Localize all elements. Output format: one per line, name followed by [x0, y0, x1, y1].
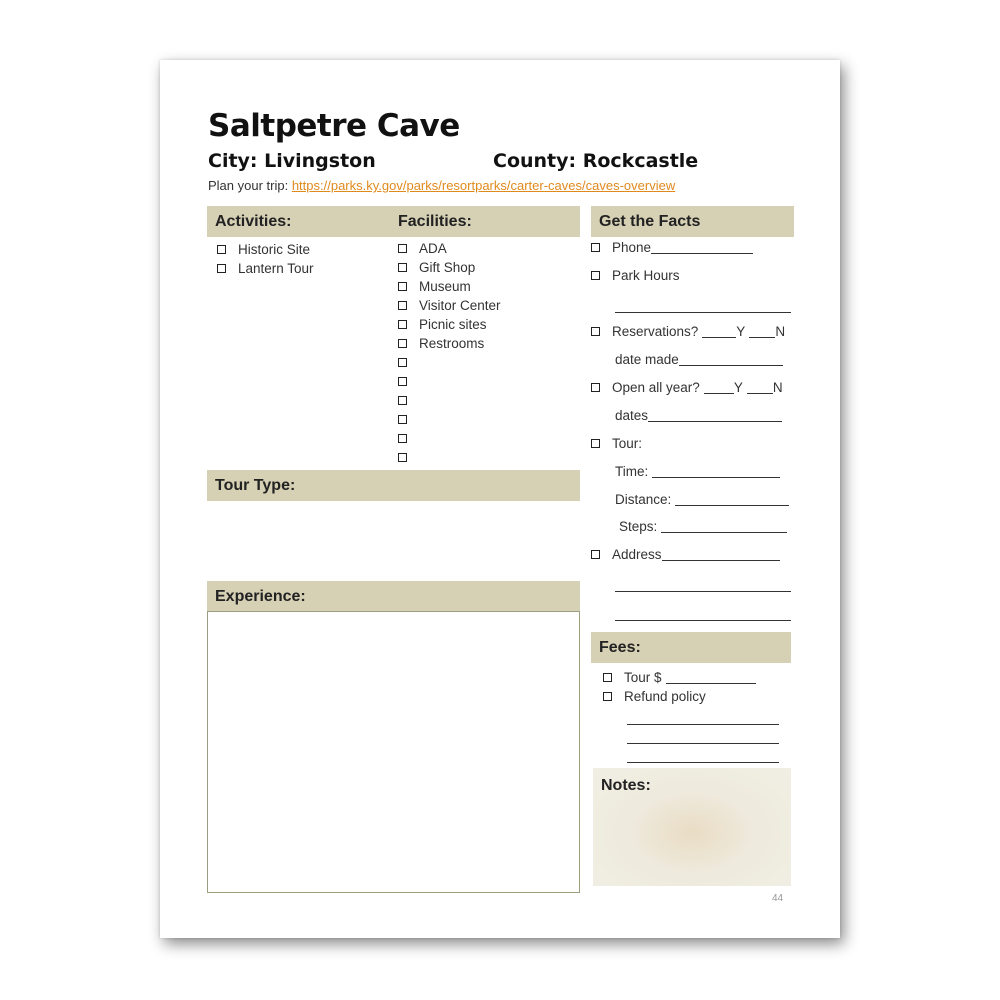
page-title: Saltpetre Cave — [208, 108, 460, 144]
notes-heading: Notes: — [601, 777, 651, 794]
time-label: Time: — [615, 464, 649, 479]
experience-header — [207, 581, 580, 612]
facility-item — [398, 334, 501, 353]
fees-heading: Fees: — [599, 638, 641, 656]
facility-checkbox[interactable] — [398, 415, 407, 424]
facility-checkbox[interactable] — [398, 396, 407, 405]
dates-line[interactable] — [648, 409, 782, 422]
facility-checkbox[interactable] — [398, 377, 407, 386]
facts-header — [591, 206, 794, 237]
activities-facilities-header — [207, 206, 580, 237]
phone-line[interactable] — [651, 241, 753, 254]
distance-line[interactable] — [675, 493, 789, 506]
facility-checkbox[interactable] — [398, 301, 407, 310]
plan-link[interactable]: https://parks.ky.gov/parks/resortparks/carter-caves/caves-overview — [291, 178, 676, 193]
tour-type-header — [207, 470, 580, 501]
open-n: N — [772, 380, 783, 395]
dates-label: dates — [615, 408, 649, 423]
facility-item-label: Gift Shop — [419, 260, 476, 275]
date-made-row — [615, 352, 783, 367]
facility-item-label: Visitor Center — [419, 298, 501, 313]
open-y: Y — [733, 380, 743, 395]
open-all-year-label: Open all year? — [612, 380, 700, 395]
plan-trip — [208, 178, 675, 193]
distance-label: Distance: — [615, 492, 672, 507]
address-line[interactable] — [662, 548, 780, 561]
facility-item-label: Museum — [419, 279, 471, 294]
reservations-checkbox[interactable] — [591, 327, 600, 336]
activities-list — [217, 240, 314, 278]
tour-label: Tour: — [612, 436, 643, 451]
park-hours-label: Park Hours — [612, 268, 680, 283]
phone-row — [591, 240, 753, 255]
time-row — [615, 464, 780, 479]
reservations-n: N — [775, 324, 786, 339]
facility-item — [398, 372, 501, 391]
facility-checkbox[interactable] — [398, 244, 407, 253]
tour-fee-label: Tour $ — [624, 670, 662, 685]
tour-fee-row — [603, 670, 756, 685]
address-row — [591, 547, 780, 562]
facility-checkbox[interactable] — [398, 263, 407, 272]
tour-fee-checkbox[interactable] — [603, 673, 612, 682]
address-label: Address — [612, 547, 662, 562]
facilities-list — [398, 239, 501, 467]
reservations-no-line[interactable] — [749, 325, 775, 338]
experience-heading: Experience: — [215, 587, 306, 605]
fees-header — [591, 632, 791, 663]
refund-line-2[interactable] — [627, 743, 779, 744]
dates-row — [615, 408, 782, 423]
facility-item — [398, 239, 501, 258]
refund-line-3[interactable] — [627, 762, 779, 763]
address-line-3[interactable] — [615, 620, 791, 621]
refund-line-1[interactable] — [627, 724, 779, 725]
worksheet-page — [160, 60, 840, 938]
phone-label: Phone — [612, 240, 652, 255]
distance-row — [615, 492, 789, 507]
facility-item — [398, 391, 501, 410]
activity-item — [217, 259, 314, 278]
steps-row — [619, 519, 787, 534]
activity-item-label: Historic Site — [238, 242, 311, 257]
steps-line[interactable] — [661, 520, 787, 533]
open-all-year-checkbox[interactable] — [591, 383, 600, 392]
facility-checkbox[interactable] — [398, 434, 407, 443]
activity-checkbox[interactable] — [217, 245, 226, 254]
facilities-heading: Facilities: — [398, 212, 472, 230]
address-checkbox[interactable] — [591, 550, 600, 559]
facility-item — [398, 315, 501, 334]
facility-item — [398, 258, 501, 277]
facility-item — [398, 296, 501, 315]
reservations-row — [591, 324, 785, 339]
facility-item — [398, 277, 501, 296]
facts-heading: Get the Facts — [599, 212, 701, 230]
facility-item-label: Restrooms — [419, 336, 485, 351]
facility-item — [398, 353, 501, 372]
notes-box[interactable] — [593, 768, 791, 886]
facility-checkbox[interactable] — [398, 358, 407, 367]
tour-type-heading: Tour Type: — [215, 476, 296, 494]
facility-checkbox[interactable] — [398, 282, 407, 291]
tour-fee-line[interactable] — [666, 671, 756, 684]
facility-item-label: ADA — [419, 241, 447, 256]
tour-row — [591, 436, 642, 451]
activities-heading: Activities: — [215, 212, 292, 230]
refund-row — [603, 689, 706, 704]
facility-item — [398, 448, 501, 467]
reservations-yes-line[interactable] — [702, 325, 736, 338]
tour-checkbox[interactable] — [591, 439, 600, 448]
time-line[interactable] — [652, 465, 780, 478]
open-yes-line[interactable] — [704, 381, 734, 394]
facility-checkbox[interactable] — [398, 320, 407, 329]
experience-box[interactable] — [207, 611, 580, 893]
address-line-2[interactable] — [615, 591, 791, 592]
park-hours-checkbox[interactable] — [591, 271, 600, 280]
facility-item-label: Picnic sites — [419, 317, 487, 332]
facility-checkbox[interactable] — [398, 453, 407, 462]
park-hours-row — [591, 268, 680, 283]
activity-checkbox[interactable] — [217, 264, 226, 273]
phone-checkbox[interactable] — [591, 243, 600, 252]
reservations-label: Reservations? — [612, 324, 699, 339]
page-number: 44 — [772, 893, 784, 904]
open-all-year-row — [591, 380, 783, 395]
facility-item — [398, 410, 501, 429]
park-hours-line[interactable] — [615, 312, 791, 313]
open-no-line[interactable] — [747, 381, 773, 394]
county-label: County: Rockcastle — [493, 150, 699, 172]
date-made-line[interactable] — [679, 353, 783, 366]
refund-label: Refund policy — [624, 689, 706, 704]
activity-item — [217, 240, 314, 259]
refund-checkbox[interactable] — [603, 692, 612, 701]
reservations-y: Y — [736, 324, 746, 339]
activity-item-label: Lantern Tour — [238, 261, 314, 276]
plan-label: Plan your trip: — [208, 178, 289, 193]
steps-label: Steps: — [619, 519, 658, 534]
city-label: City: Livingston — [208, 150, 376, 172]
facility-item — [398, 429, 501, 448]
facility-checkbox[interactable] — [398, 339, 407, 348]
date-made-label: date made — [615, 352, 679, 367]
